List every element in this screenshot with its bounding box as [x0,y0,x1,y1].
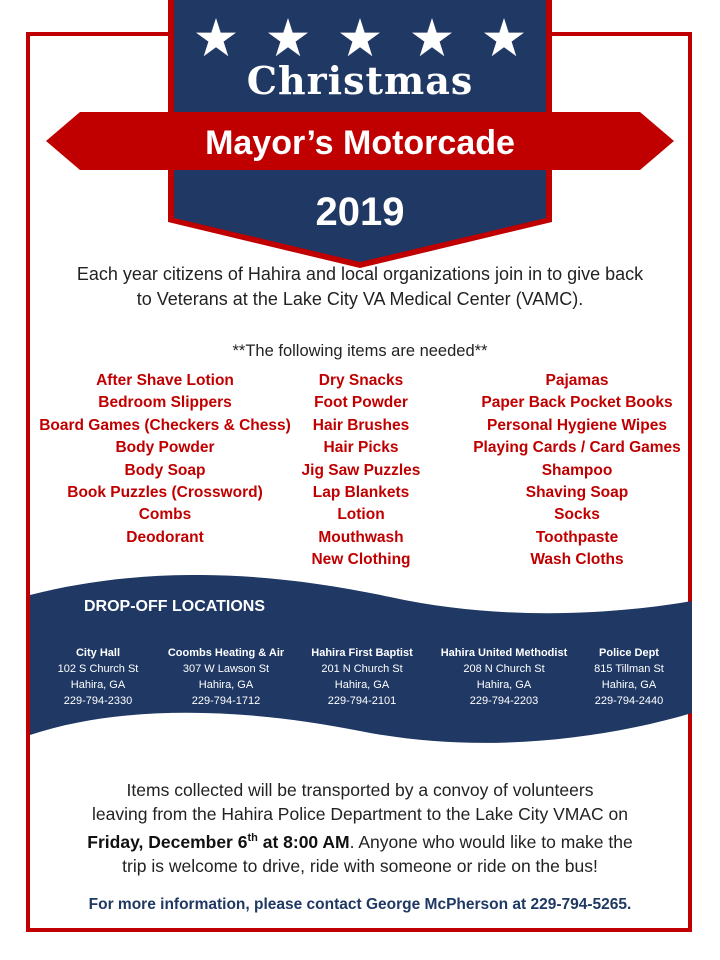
location-coombs [158,645,294,709]
closing-line-rest: . Anyone who would like to make the [349,831,633,852]
intro-line: Each year citizens of Hahira and local organizations join in to give back [76,264,644,284]
items-column-3 [466,370,688,572]
list-item: Book Puzzles (Crossword) [67,484,263,502]
event-date: Friday, December 6 [87,831,248,852]
list-item: Deodorant [126,528,204,546]
location-city: Hahira, GA [601,679,657,691]
list-item: Lap Blankets [312,484,410,502]
list-item: Personal Hygiene Wipes [487,416,667,434]
list-item: Pajamas [545,372,609,389]
location-city-hall [50,645,146,709]
location-address: 815 Tillman St [594,663,664,675]
location-phone: 229-794-2330 [63,695,133,707]
list-item: Foot Powder [314,394,408,412]
location-name: Coombs Heating & Air [167,647,285,659]
items-column-1 [36,370,294,549]
list-item: Shampoo [541,461,613,479]
intro-text [40,262,680,312]
list-item: Hair Brushes [312,416,410,434]
contact-info: For more information, please contact George McPherson at 229-794-5265. [88,896,632,913]
location-phone: 229-794-2203 [469,695,539,707]
location-phone: 229-794-2101 [327,695,397,707]
list-item: Dry Snacks [318,372,404,389]
items-needed-heading: **The following items are needed** [232,342,488,360]
location-city: Hahira, GA [198,679,254,691]
list-item: Playing Cards / Card Games [473,439,681,457]
location-police-dept [584,645,674,709]
list-item: Board Games (Checkers & Chess) [39,416,291,434]
location-address: 208 N Church St [463,663,545,675]
event-date-suffix: th [247,832,258,844]
list-item: Body Soap [124,461,206,479]
list-item: New Clothing [311,551,411,569]
closing-text [44,778,676,878]
closing-line: trip is welcome to drive, ride with someone or ride on the bus! [122,855,598,876]
list-item: Lotion [337,506,385,524]
list-item: Bedroom Slippers [98,394,232,412]
closing-line: leaving from the Hahira Police Department to the Lake City VMAC on [92,804,628,824]
list-item: Toothpaste [535,528,619,546]
closing-line [44,826,676,854]
location-name: Hahira First Baptist [311,647,413,659]
title-christmas: Christmas [246,58,474,103]
location-name: Police Dept [599,647,659,659]
list-item: Body Powder [115,439,215,457]
location-first-baptist [300,645,424,709]
list-item: Mouthwash [318,528,404,546]
dropoff-title: DROP-OFF LOCATIONS [84,598,266,615]
location-name: Hahira United Methodist [440,647,568,659]
list-item: Socks [554,506,600,524]
location-address: 307 W Lawson St [182,663,270,675]
event-time: at 8:00 AM [257,831,350,852]
intro-line: to Veterans at the Lake City VA Medical Center (VAMC). [136,289,584,309]
location-name: City Hall [75,647,120,659]
list-item: Combs [138,506,192,524]
location-city: Hahira, GA [476,679,532,691]
list-item: Wash Cloths [530,551,624,569]
list-item: After Shave Lotion [96,372,234,389]
list-item: Shaving Soap [525,484,629,502]
list-item: Paper Back Pocket Books [481,394,673,412]
title-year: 2019 [315,190,405,234]
location-address: 102 S Church St [57,663,139,675]
title-mayors-motorcade: Mayor’s Motorcade [205,124,515,162]
location-phone: 229-794-1712 [191,695,261,707]
location-united-methodist [430,645,578,709]
list-item: Hair Picks [323,439,399,457]
location-phone: 229-794-2440 [594,695,664,707]
list-item: Jig Saw Puzzles [301,461,421,479]
location-city: Hahira, GA [334,679,390,691]
location-city: Hahira, GA [70,679,126,691]
items-column-2 [292,370,430,572]
closing-line: Items collected will be transported by a convoy of volunteers [126,780,594,800]
location-address: 201 N Church St [321,663,403,675]
